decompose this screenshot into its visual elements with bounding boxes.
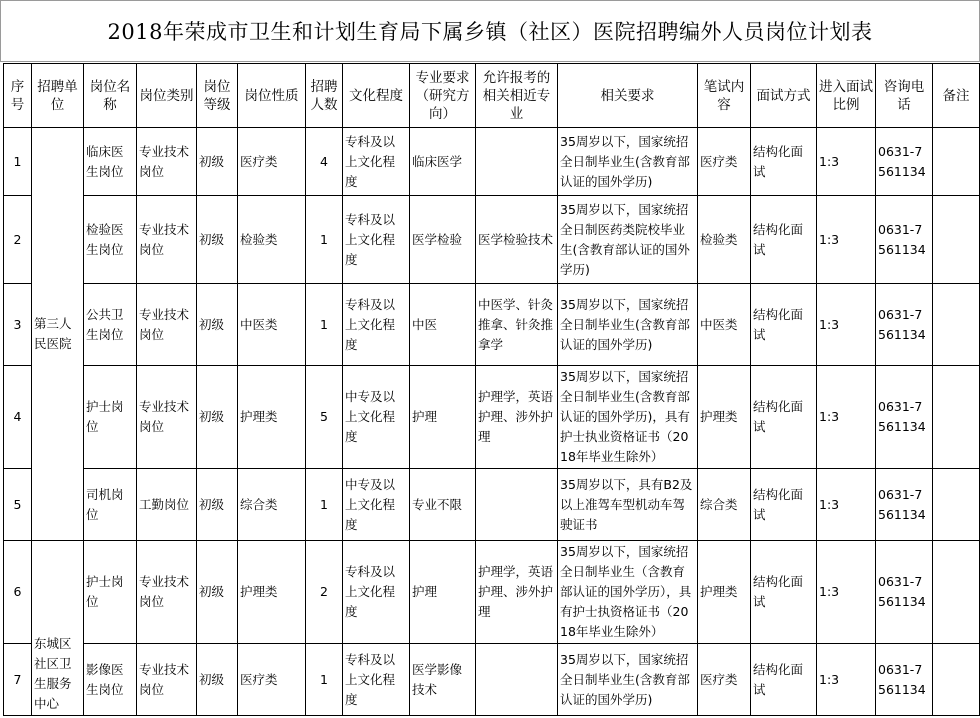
header-count: 招聘人数 [306, 64, 343, 128]
cell-post-level: 初级 [197, 469, 238, 541]
cell-note [933, 128, 980, 196]
cell-interview: 结构化面试 [751, 469, 817, 541]
table-row [4, 469, 980, 541]
cell-seq: 2 [4, 196, 32, 284]
header-post-name: 岗位名称 [84, 64, 137, 128]
cell-unit: 东城区社区卫生服务中心 [32, 541, 84, 716]
cell-ratio: 1:3 [817, 469, 876, 541]
cell-post-level: 初级 [197, 196, 238, 284]
table-row [4, 196, 980, 284]
header-post-category: 岗位类别 [137, 64, 197, 128]
cell-education: 专科及以上文化程度 [343, 284, 410, 366]
cell-count: 1 [306, 284, 343, 366]
cell-interview: 结构化面试 [751, 366, 817, 469]
cell-education: 专科及以上文化程度 [343, 128, 410, 196]
cell-phone: 0631-7561134 [876, 196, 933, 284]
cell-interview: 结构化面试 [751, 541, 817, 644]
cell-requirements: 35周岁以下，国家统招全日制毕业生(含教育部认证的国外学历) [558, 128, 698, 196]
cell-note [933, 284, 980, 366]
cell-post-name: 护士岗位 [84, 541, 137, 644]
header-ratio: 进入面试比例 [817, 64, 876, 128]
cell-major: 医学影像技术 [410, 644, 476, 716]
cell-related-major [476, 644, 558, 716]
cell-note [933, 469, 980, 541]
cell-post-level: 初级 [197, 644, 238, 716]
cell-major: 医学检验 [410, 196, 476, 284]
cell-seq: 4 [4, 366, 32, 469]
cell-unit: 第三人民医院 [32, 128, 84, 541]
cell-ratio: 1:3 [817, 128, 876, 196]
cell-requirements: 35周岁以下，具有B2及以上准驾车型机动车驾驶证书 [558, 469, 698, 541]
cell-phone: 0631-7561134 [876, 366, 933, 469]
cell-post-level: 初级 [197, 128, 238, 196]
cell-post-level: 初级 [197, 541, 238, 644]
cell-interview: 结构化面试 [751, 128, 817, 196]
cell-related-major: 医学检验技术 [476, 196, 558, 284]
cell-count: 4 [306, 128, 343, 196]
cell-post-name: 临床医生岗位 [84, 128, 137, 196]
cell-related-major [476, 469, 558, 541]
cell-ratio: 1:3 [817, 644, 876, 716]
cell-ratio: 1:3 [817, 284, 876, 366]
cell-phone: 0631-7561134 [876, 128, 933, 196]
cell-requirements: 35周岁以下，国家统招全日制毕业生(含教育部认证的国外学历)，具有护士执业资格证书（2018年毕业生除外） [558, 366, 698, 469]
header-post-nature: 岗位性质 [238, 64, 306, 128]
cell-post-nature: 综合类 [238, 469, 306, 541]
header-phone: 咨询电话 [876, 64, 933, 128]
cell-related-major: 中医学、针灸推拿、针灸推拿学 [476, 284, 558, 366]
table-row [4, 284, 980, 366]
cell-post-nature: 中医类 [238, 284, 306, 366]
cell-related-major [476, 128, 558, 196]
cell-related-major: 护理学，英语护理、涉外护理 [476, 541, 558, 644]
header-row [4, 64, 980, 128]
cell-exam: 综合类 [698, 469, 751, 541]
cell-note [933, 541, 980, 644]
cell-requirements: 35周岁以下，国家统招全日制毕业生（含教育部认证的国外学历），具有护士执资格证书（2018年毕业生除外） [558, 541, 698, 644]
cell-post-category: 专业技术岗位 [137, 366, 197, 469]
cell-count: 2 [306, 541, 343, 644]
cell-count: 5 [306, 366, 343, 469]
header-post-level: 岗位等级 [197, 64, 238, 128]
cell-post-name: 司机岗位 [84, 469, 137, 541]
cell-post-category: 专业技术岗位 [137, 541, 197, 644]
cell-post-category: 专业技术岗位 [137, 644, 197, 716]
cell-post-category: 工勤岗位 [137, 469, 197, 541]
table-row [4, 644, 980, 716]
cell-post-nature: 医疗类 [238, 644, 306, 716]
cell-post-name: 公共卫生岗位 [84, 284, 137, 366]
cell-interview: 结构化面试 [751, 644, 817, 716]
cell-post-nature: 护理类 [238, 366, 306, 469]
cell-education: 专科及以上文化程度 [343, 541, 410, 644]
page-title: 2018年荣成市卫生和计划生育局下属乡镇（社区）医院招聘编外人员岗位计划表 [0, 0, 980, 62]
cell-count: 1 [306, 196, 343, 284]
header-related-major: 允许报考的相关相近专业 [476, 64, 558, 128]
cell-ratio: 1:3 [817, 541, 876, 644]
cell-exam: 医疗类 [698, 644, 751, 716]
header-education: 文化程度 [343, 64, 410, 128]
cell-exam: 检验类 [698, 196, 751, 284]
cell-seq: 3 [4, 284, 32, 366]
header-exam: 笔试内容 [698, 64, 751, 128]
cell-post-name: 检验医生岗位 [84, 196, 137, 284]
header-major: 专业要求（研究方向） [410, 64, 476, 128]
cell-post-level: 初级 [197, 284, 238, 366]
header-note: 备注 [933, 64, 980, 128]
table-row [4, 541, 980, 644]
cell-post-nature: 检验类 [238, 196, 306, 284]
cell-exam: 护理类 [698, 541, 751, 644]
cell-post-name: 护士岗位 [84, 366, 137, 469]
header-interview: 面试方式 [751, 64, 817, 128]
cell-note [933, 644, 980, 716]
cell-post-level: 初级 [197, 366, 238, 469]
cell-post-nature: 护理类 [238, 541, 306, 644]
cell-phone: 0631-7561134 [876, 644, 933, 716]
cell-ratio: 1:3 [817, 366, 876, 469]
cell-post-category: 专业技术岗位 [137, 128, 197, 196]
recruitment-table [3, 63, 980, 716]
cell-education: 专科及以上文化程度 [343, 196, 410, 284]
cell-education: 专科及以上文化程度 [343, 644, 410, 716]
cell-interview: 结构化面试 [751, 196, 817, 284]
cell-note [933, 366, 980, 469]
cell-education: 中专及以上文化程度 [343, 366, 410, 469]
header-seq: 序号 [4, 64, 32, 128]
cell-ratio: 1:3 [817, 196, 876, 284]
cell-major: 护理 [410, 366, 476, 469]
header-unit: 招聘单位 [32, 64, 84, 128]
cell-count: 1 [306, 644, 343, 716]
cell-requirements: 35周岁以下，国家统招全日制毕业生(含教育部认证的国外学历) [558, 644, 698, 716]
cell-major: 专业不限 [410, 469, 476, 541]
table-row [4, 128, 980, 196]
cell-seq: 5 [4, 469, 32, 541]
header-requirements: 相关要求 [558, 64, 698, 128]
cell-requirements: 35周岁以下，国家统招全日制医药类院校毕业生(含教育部认证的国外学历) [558, 196, 698, 284]
cell-seq: 6 [4, 541, 32, 644]
cell-major: 中医 [410, 284, 476, 366]
cell-post-category: 专业技术岗位 [137, 196, 197, 284]
cell-interview: 结构化面试 [751, 284, 817, 366]
cell-note [933, 196, 980, 284]
cell-phone: 0631-7561134 [876, 284, 933, 366]
cell-exam: 医疗类 [698, 128, 751, 196]
cell-education: 中专及以上文化程度 [343, 469, 410, 541]
cell-phone: 0631-7561134 [876, 541, 933, 644]
cell-exam: 护理类 [698, 366, 751, 469]
cell-phone: 0631-7561134 [876, 469, 933, 541]
cell-count: 1 [306, 469, 343, 541]
cell-seq: 7 [4, 644, 32, 716]
cell-post-name: 影像医生岗位 [84, 644, 137, 716]
cell-requirements: 35周岁以下，国家统招全日制毕业生(含教育部认证的国外学历) [558, 284, 698, 366]
cell-exam: 中医类 [698, 284, 751, 366]
table-row [4, 366, 980, 469]
cell-major: 护理 [410, 541, 476, 644]
cell-post-nature: 医疗类 [238, 128, 306, 196]
cell-seq: 1 [4, 128, 32, 196]
cell-major: 临床医学 [410, 128, 476, 196]
cell-related-major: 护理学，英语护理、涉外护理 [476, 366, 558, 469]
cell-post-category: 专业技术岗位 [137, 284, 197, 366]
